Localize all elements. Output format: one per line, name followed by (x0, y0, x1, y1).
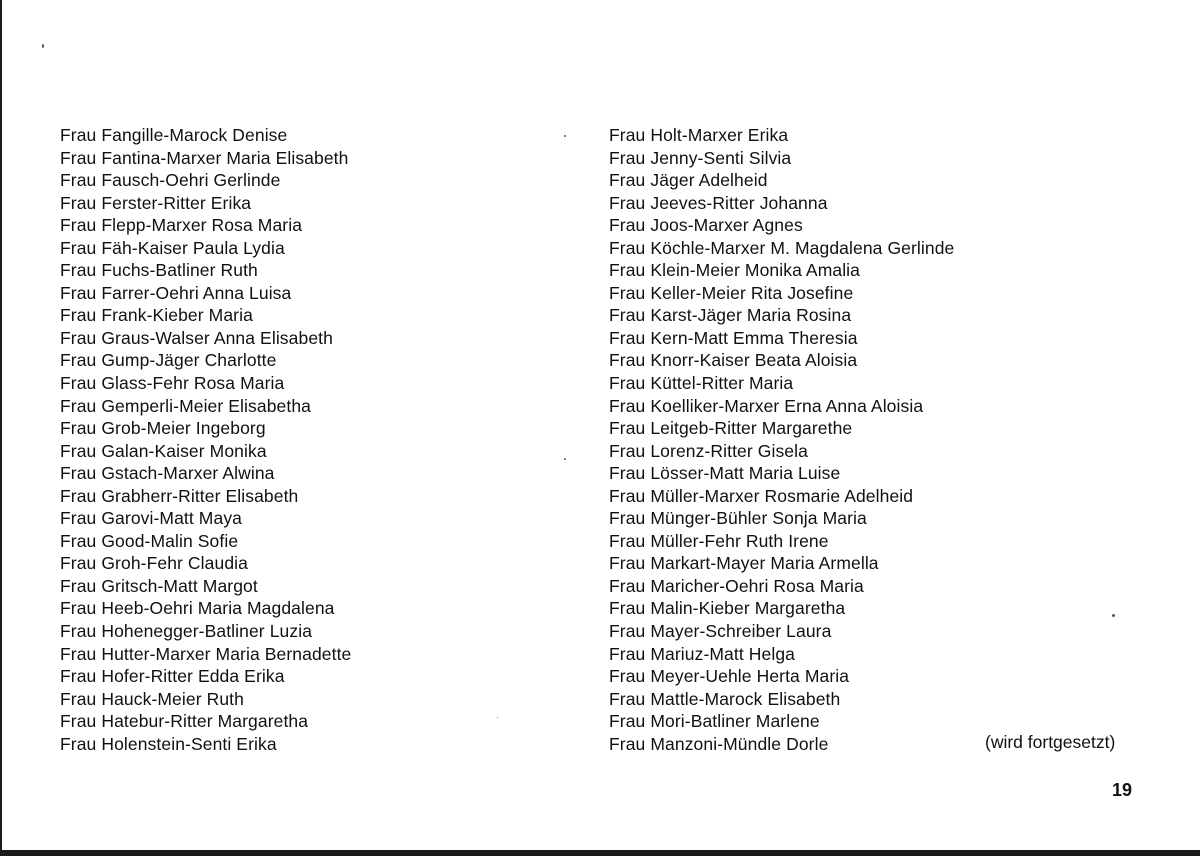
name-entry: Frau Gump-Jäger Charlotte (60, 350, 277, 371)
name-entry: Frau Fangille-Marock Denise (60, 125, 288, 145)
name-entry: Frau Meyer-Uehle Herta Maria (609, 666, 850, 687)
name-entry: Frau Markart-Mayer Maria Armella (609, 553, 879, 574)
name-entry: Frau Joos-Marxer Agnes (609, 215, 803, 236)
name-entry: Frau Groh-Fehr Claudia (60, 553, 248, 574)
name-entry: Frau Ferster-Ritter Erika (60, 192, 252, 213)
name-entry: Frau Flepp-Marxer Rosa Maria (60, 215, 303, 236)
name-entry: Frau Köchle-Marxer M. Magdalena Gerlinde (609, 237, 955, 258)
name-entry: Frau Hatebur-Ritter Margaretha (60, 711, 309, 732)
name-entry: Frau Keller-Meier Rita Josefine (609, 282, 854, 303)
name-entry: Frau Manzoni-Mündle Dorle (609, 733, 829, 754)
name-entry: Frau Fausch-Oehri Gerlinde (60, 170, 281, 191)
scan-speck (564, 135, 566, 137)
name-entry: Frau Maricher-Oehri Rosa Maria (609, 575, 864, 596)
name-entry: Frau Frank-Kieber Maria (60, 305, 253, 326)
name-entry: Frau Garovi-Matt Maya (60, 508, 243, 529)
name-entry: Frau Hohenegger-Batliner Luzia (60, 621, 313, 642)
name-entry: Frau Graus-Walser Anna Elisabeth (60, 327, 333, 348)
name-entry: Frau Küttel-Ritter Maria (609, 373, 794, 394)
name-entry: Frau Hutter-Marxer Maria Bernadette (60, 643, 352, 664)
name-entry: Frau Lösser-Matt Maria Luise (609, 463, 841, 484)
name-entry: Frau Hofer-Ritter Edda Erika (60, 666, 285, 687)
name-entry: Frau Mori-Batliner Marlene (609, 711, 820, 732)
name-list-left-column (60, 124, 351, 755)
name-entry: Frau Müller-Fehr Ruth Irene (609, 530, 829, 551)
name-entry: Frau Malin-Kieber Margaretha (609, 598, 846, 619)
name-entry: Frau Gemperli-Meier Elisabetha (60, 395, 312, 416)
name-entry: Frau Grabherr-Ritter Elisabeth (60, 485, 299, 506)
name-entry: Frau Fantina-Marxer Maria Elisabeth (60, 147, 349, 168)
name-entry: Frau Farrer-Oehri Anna Luisa (60, 282, 292, 303)
name-entry: Frau Hauck-Meier Ruth (60, 688, 244, 709)
continued-note: (wird fortgesetzt) (985, 732, 1116, 752)
name-entry: Frau Good-Malin Sofie (60, 530, 239, 551)
name-entry: Frau Mayer-Schreiber Laura (609, 621, 832, 642)
name-entry: Frau Fäh-Kaiser Paula Lydia (60, 237, 285, 258)
name-entry: Frau Karst-Jäger Maria Rosina (609, 305, 852, 326)
name-entry: Frau Gritsch-Matt Margot (60, 575, 258, 596)
name-entry: Frau Leitgeb-Ritter Margarethe (609, 418, 853, 439)
page-left-edge (0, 0, 2, 856)
name-entry: Frau Münger-Bühler Sonja Maria (609, 508, 867, 529)
name-entry: Frau Jenny-Senti Silvia (609, 147, 792, 168)
name-entry: Frau Holenstein-Senti Erika (60, 733, 277, 754)
name-entry: Frau Glass-Fehr Rosa Maria (60, 373, 285, 394)
name-entry: Frau Fuchs-Batliner Ruth (60, 260, 258, 281)
scan-speck (42, 44, 44, 48)
name-entry: Frau Klein-Meier Monika Amalia (609, 260, 861, 281)
name-entry: Frau Grob-Meier Ingeborg (60, 418, 266, 439)
name-entry: Frau Kern-Matt Emma Theresia (609, 327, 858, 348)
name-entry: Frau Gstach-Marxer Alwina (60, 463, 275, 484)
name-entry: Frau Jeeves-Ritter Johanna (609, 192, 828, 213)
name-entry: Frau Müller-Marxer Rosmarie Adelheid (609, 485, 914, 506)
name-entry: Frau Holt-Marxer Erika (609, 125, 789, 145)
name-entry: Frau Jäger Adelheid (609, 170, 768, 191)
scan-speck (564, 458, 566, 460)
page-number: 19 (1112, 780, 1133, 800)
name-entry: Frau Koelliker-Marxer Erna Anna Aloisia (609, 395, 924, 416)
name-entry: Frau Mariuz-Matt Helga (609, 643, 796, 664)
name-entry: Frau Mattle-Marock Elisabeth (609, 688, 841, 709)
page-bottom-edge (0, 850, 1200, 856)
name-entry: Frau Lorenz-Ritter Gisela (609, 440, 808, 461)
scan-speck (1112, 614, 1115, 617)
name-entry: Frau Heeb-Oehri Maria Magdalena (60, 598, 335, 619)
scan-speck (497, 717, 498, 718)
name-entry: Frau Knorr-Kaiser Beata Aloisia (609, 350, 858, 371)
name-entry: Frau Galan-Kaiser Monika (60, 440, 267, 461)
name-list-right-column (609, 124, 954, 755)
